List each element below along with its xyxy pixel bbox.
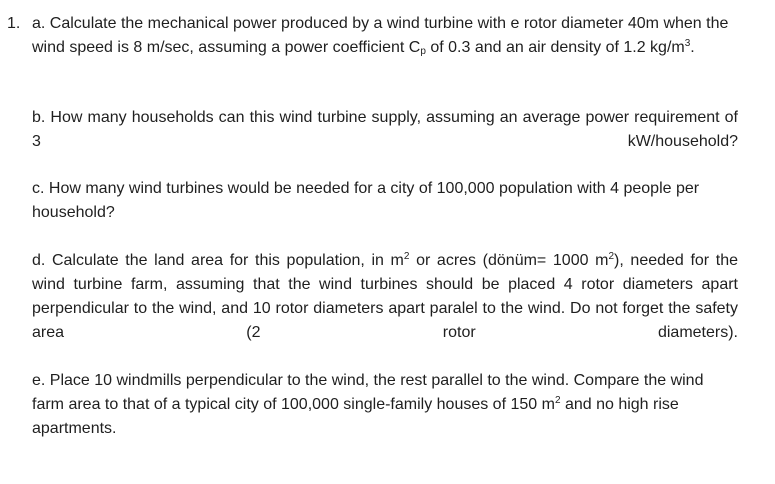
part-b-text: b. How many households can this wind turbine supply, assuming an average power requirement of 3 kW/household? [32, 109, 738, 150]
part-d-text-3: ), needed for the wind turbine farm, assuming that the wind turbines should be placed 4 rotor diameters apart perpendicular to the wind, and 10 rotor diameters apart paralel to the wind. Do not forget the safety area (2 rotor diameters). [32, 252, 738, 341]
square-superscript: 2 [554, 395, 561, 406]
cubic-superscript: 3 [684, 38, 691, 49]
part-e-text-1: e. Place 10 windmills perpendicular to the wind, the rest parallel to the wind. Compare the wind farm area to that of a typical city of 100,000 single-family houses of 150 m [32, 372, 704, 413]
part-a-text-3: . [690, 39, 695, 56]
part-d-text-2: or acres (dönüm= 1000 m [409, 252, 609, 269]
part-a-text-2: of 0.3 and an air density of 1.2 kg/m [425, 39, 685, 56]
part-a-paragraph [32, 12, 738, 60]
square-superscript: 2 [608, 251, 615, 262]
part-e-paragraph [32, 369, 738, 441]
part-d-paragraph [32, 249, 738, 369]
part-e-text-2: and no high rise apartments. [32, 396, 679, 437]
power-coefficient-subscript: p [420, 46, 426, 57]
part-b-paragraph [32, 106, 738, 178]
part-c-paragraph [32, 177, 738, 225]
square-superscript: 2 [403, 251, 410, 262]
question-number: 1. [7, 15, 21, 32]
part-c-text: c. How many wind turbines would be needed for a city of 100,000 population with 4 people per household? [32, 180, 700, 221]
part-a-text-1: a. Calculate the mechanical power produced by a wind turbine with e rotor diameter 40m when the wind speed is 8 m/sec, assuming a power coefficient C [32, 15, 729, 56]
part-d-text-1: d. Calculate the land area for this population, in m [32, 252, 404, 269]
